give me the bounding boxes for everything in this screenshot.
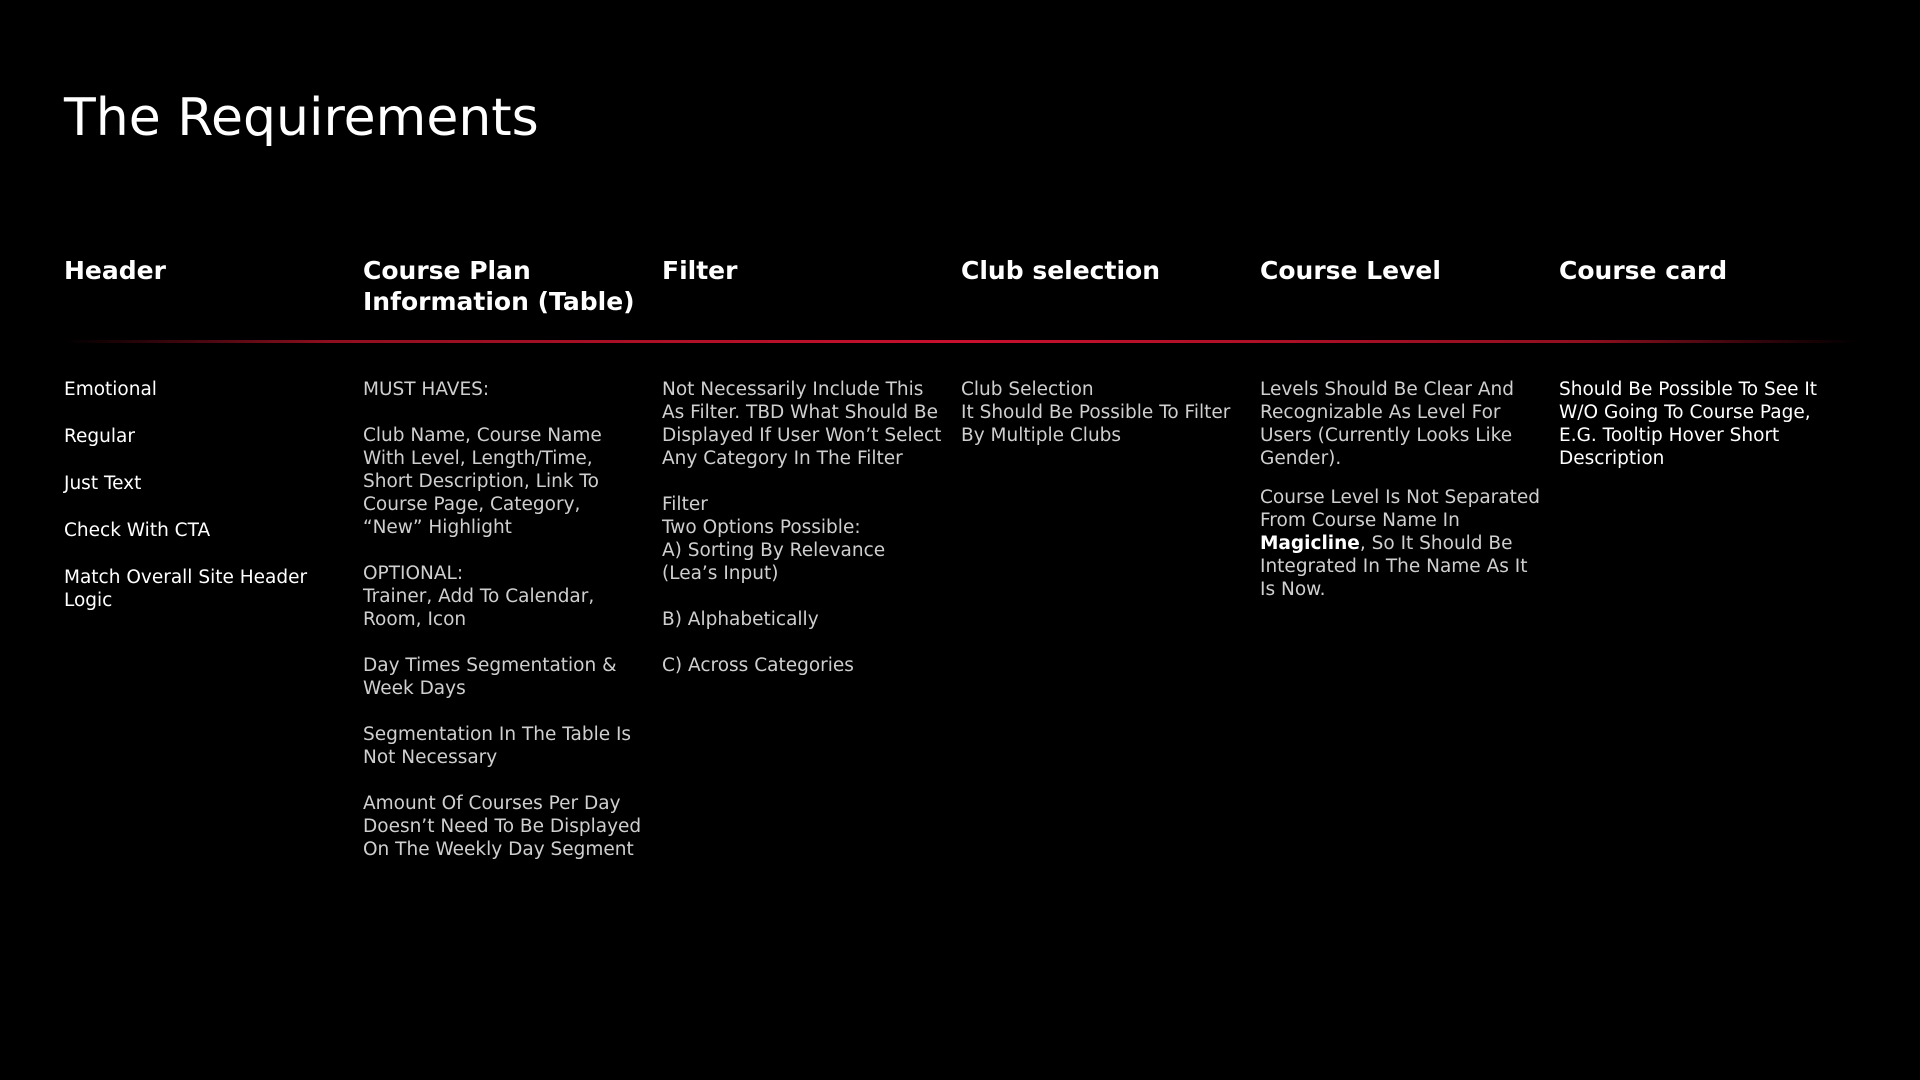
paragraph: Day Times Segmentation & Week Days — [363, 655, 617, 699]
column-heading-course-level: Course Level — [1260, 256, 1441, 285]
paragraph: C) Across Categories — [662, 655, 854, 676]
list-item: Regular — [64, 426, 135, 447]
list-item: Just Text — [64, 473, 142, 494]
paragraph: Amount Of Courses Per Day Doesn’t Need To Be Displayed On The Weekly Day Segment — [363, 793, 642, 860]
text-span: Course Level Is Not Separated From Course Name In — [1260, 487, 1540, 531]
section-divider — [64, 340, 1856, 343]
paragraph: OPTIONAL: Trainer, Add To Calendar, Room, Icon — [363, 563, 595, 630]
text-span: , So It Should Be Integrated In The Name As It Is Now. — [1260, 533, 1528, 600]
column-heading-filter: Filter — [662, 256, 738, 285]
column-header-body — [64, 378, 346, 636]
paragraph: B) Alphabetically — [662, 609, 819, 630]
column-club-selection-body — [961, 378, 1243, 470]
column-heading-course-plan: Course Plan Information (Table) — [363, 256, 635, 316]
paragraph: Not Necessarily Include This As Filter. TBD What Should Be Displayed If User Won’t Select Any Category In The Filter — [662, 379, 942, 469]
paragraph: Filter Two Options Possible: A) Sorting By Relevance (Lea’s Input) — [662, 494, 886, 584]
column-course-plan-body — [363, 378, 645, 884]
paragraph: Should Be Possible To See It W/O Going To Course Page, E.G. Tooltip Hover Short Description — [1559, 379, 1818, 469]
column-filter-body — [662, 378, 944, 700]
list-item: Check With CTA — [64, 520, 211, 541]
column-heading-club-selection: Club selection — [961, 256, 1160, 285]
page-title: The Requirements — [64, 88, 539, 148]
paragraph: MUST HAVES: — [363, 379, 490, 400]
column-course-level-body — [1260, 378, 1542, 624]
paragraph: Club Selection It Should Be Possible To Filter By Multiple Clubs — [961, 379, 1231, 446]
paragraph: Levels Should Be Clear And Recognizable As Level For Users (Currently Looks Like Gender). — [1260, 379, 1514, 469]
list-item: Match Overall Site Header Logic — [64, 567, 308, 611]
magicline-bold-text: Magicline — [1260, 533, 1360, 554]
column-heading-header: Header — [64, 256, 166, 285]
column-course-card-body — [1559, 378, 1841, 493]
paragraph: Club Name, Course Name With Level, Length/Time, Short Description, Link To Course Page, Category, “New” Highlight — [363, 425, 602, 538]
list-item: Emotional — [64, 379, 157, 400]
paragraph: Segmentation In The Table Is Not Necessary — [363, 724, 632, 768]
paragraph-magicline — [1260, 486, 1542, 601]
column-heading-course-card: Course card — [1559, 256, 1728, 285]
